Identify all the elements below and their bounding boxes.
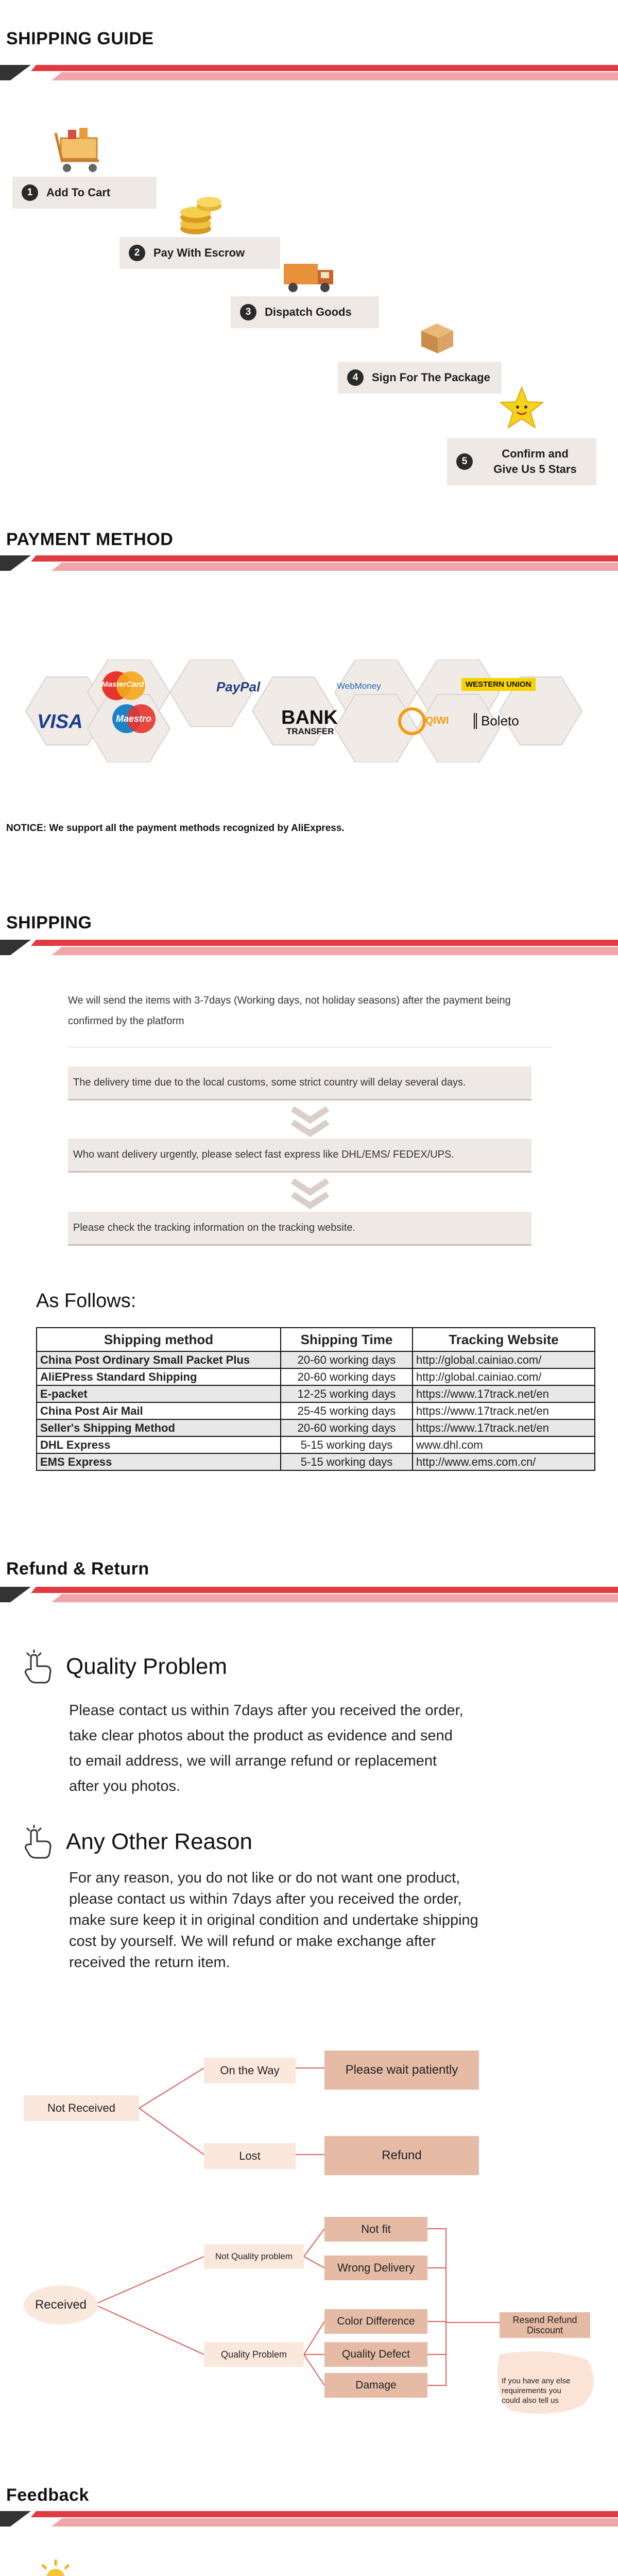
feedback-header	[0, 2485, 618, 2552]
flow-result-refund: Refund	[324, 2136, 479, 2175]
shipping-intro: We will send the items with 3-7days (Working days, not holiday seasons) after the payment being confirmed by the platform	[68, 995, 511, 1027]
guide-step-5	[447, 438, 596, 485]
flow-node-lost: Lost	[204, 2143, 296, 2169]
table-cell: https://www.17track.net/en	[413, 1385, 595, 1402]
other-reason-text	[69, 1868, 584, 1973]
package-icon	[416, 319, 457, 357]
step-number: 5	[456, 453, 473, 470]
bubble-line: could also tell us	[502, 2396, 559, 2405]
step-label	[481, 446, 589, 477]
bubble-line: If you have any else	[502, 2377, 571, 2385]
shipping-note-tracking: Please check the tracking information on the tracking website.	[68, 1212, 531, 1246]
column-header: Shipping method	[37, 1328, 281, 1351]
section-title: Refund & Return	[6, 1559, 149, 1579]
western-union-logo: WESTERN UNION	[461, 678, 536, 691]
table-cell: DHL Express	[37, 1436, 281, 1453]
shipping-note-customs: The delivery time due to the local customs, some strict country will delay several days.	[68, 1066, 531, 1100]
quality-problem-text	[69, 1698, 579, 1799]
paypal-logo: PayPal	[216, 679, 261, 694]
chevron-down-icon	[289, 1178, 331, 1211]
step-label: Sign For The Package	[372, 371, 490, 384]
shipping-note-urgent: Who want delivery urgently, please select fast express like DHL/EMS/ FEDEX/UPS.	[68, 1139, 531, 1173]
bank-logo: BANK	[281, 707, 338, 728]
flow-node-on-the-way: On the Way	[204, 2058, 296, 2083]
table-cell: China Post Air Mail	[37, 1402, 281, 1419]
payment-notice	[6, 823, 345, 834]
flow-node-received: Received	[24, 2285, 98, 2325]
text-line: For any reason, you do not like or do not want one product,	[69, 1870, 460, 1886]
flow-node-quality-problem: Quality Problem	[204, 2342, 304, 2367]
table-cell: 5-15 working days	[281, 1436, 413, 1453]
text-line: Please contact us within 7days after you received the order,	[69, 1702, 464, 1719]
table-header-row	[37, 1328, 595, 1351]
smiling-star-icon	[499, 385, 545, 432]
table-cell: 20-60 working days	[281, 1351, 413, 1368]
table-cell: Seller's Shipping Method	[37, 1419, 281, 1436]
shipping-guide-header	[0, 29, 618, 96]
boleto-logo: Boleto	[474, 713, 519, 729]
mastercard-logo: MasterCard	[101, 680, 144, 689]
flow-result-color-difference: Color Difference	[324, 2309, 427, 2334]
table-cell: AliEPress Standard Shipping	[37, 1368, 281, 1385]
header-stripes	[0, 1587, 618, 1602]
flow-result-damage: Damage	[324, 2373, 427, 2398]
column-header: Tracking Website	[413, 1328, 595, 1351]
sun-icon	[36, 2558, 75, 2576]
table-row	[37, 1402, 595, 1419]
outcome-line: Discount	[526, 2325, 563, 2335]
quality-problem-title: Quality Problem	[66, 1654, 228, 1679]
qiwi-icon	[397, 706, 427, 737]
pointing-hand-icon	[21, 1649, 58, 1686]
text-line: after you photos.	[69, 1778, 181, 1794]
other-reason-title: Any Other Reason	[66, 1829, 252, 1854]
shipping-header	[0, 913, 618, 980]
step-label: Dispatch Goods	[265, 306, 352, 318]
coins-icon	[175, 191, 227, 240]
flow-outcome-resend-refund-discount	[500, 2312, 590, 2338]
header-stripes	[0, 65, 618, 80]
step-label-line-2: Give Us 5 Stars	[493, 463, 577, 476]
table-row	[37, 1453, 595, 1470]
table-cell: 20-60 working days	[281, 1368, 413, 1385]
table-cell: 12-25 working days	[281, 1385, 413, 1402]
flow-result-wrong-delivery: Wrong Delivery	[324, 2256, 427, 2280]
payment-method-header	[0, 530, 618, 597]
step-number: 4	[347, 369, 364, 386]
flow-result-quality-defect: Quality Defect	[324, 2342, 427, 2367]
table-cell: http://global.cainiao.com/	[413, 1368, 595, 1385]
section-title: SHIPPING	[6, 913, 92, 933]
visa-logo: VISA	[37, 711, 83, 733]
text-line: to email address, we will arrange refund or replacement	[69, 1753, 437, 1769]
speech-bubble-text	[502, 2376, 579, 2405]
text-line: make sure keep it in original condition and undertake shipping	[69, 1912, 478, 1928]
text-line: please contact us within 7days after you received the order,	[69, 1891, 462, 1907]
table-cell: EMS Express	[37, 1453, 281, 1470]
webmoney-logo: WebMoney	[337, 681, 381, 691]
shipping-table	[36, 1327, 595, 1471]
flow-result-wait: Please wait patiently	[324, 2050, 479, 2090]
table-cell: China Post Ordinary Small Packet Plus	[37, 1351, 281, 1368]
table-cell: https://www.17track.net/en	[413, 1419, 595, 1436]
section-title: Feedback	[6, 2485, 89, 2505]
step-number: 1	[22, 184, 38, 201]
guide-step-2	[119, 237, 280, 269]
guide-step-4	[338, 362, 502, 394]
text-line: cost by yourself. We will refund or make exchange after	[69, 1933, 436, 1950]
step-number: 2	[129, 245, 145, 261]
chevron-down-icon	[289, 1106, 331, 1139]
header-stripes	[0, 555, 618, 571]
table-row	[37, 1419, 595, 1436]
table-cell: www.dhl.com	[413, 1436, 595, 1453]
flow-node-not-quality-problem: Not Quality problem	[204, 2244, 304, 2269]
table-cell: https://www.17track.net/en	[413, 1402, 595, 1419]
table-row	[37, 1351, 595, 1368]
flow-result-not-fit: Not fit	[324, 2217, 427, 2242]
header-stripes	[0, 2511, 618, 2527]
refund-header	[0, 1559, 618, 1626]
table-row	[37, 1368, 595, 1385]
step-label: Add To Cart	[46, 186, 111, 199]
bank-transfer-logo: TRANSFER	[286, 726, 334, 736]
flow-node-not-received: Not Received	[24, 2095, 139, 2121]
table-row	[37, 1385, 595, 1402]
text-line: received the return item.	[69, 1954, 230, 1971]
step-label: Pay With Escrow	[153, 246, 245, 259]
table-cell: http://global.cainiao.com/	[413, 1351, 595, 1368]
notice-text: NOTICE: We support all the payment methods recognized by AliExpress.	[6, 823, 345, 834]
section-title: PAYMENT METHOD	[6, 530, 174, 549]
step-label-line-1: Confirm and	[502, 447, 569, 460]
shopping-cart-icon	[52, 124, 108, 175]
outcome-line: Resend Refund	[512, 2315, 577, 2325]
column-header: Shipping Time	[281, 1328, 413, 1351]
bubble-line: requirements you	[502, 2386, 561, 2395]
truck-icon	[281, 261, 337, 297]
guide-step-1	[12, 177, 157, 209]
table-cell: 20-60 working days	[281, 1419, 413, 1436]
table-cell: 25-45 working days	[281, 1402, 413, 1419]
table-cell: 5-15 working days	[281, 1453, 413, 1470]
section-title: SHIPPING GUIDE	[6, 29, 154, 48]
maestro-logo: Maestro	[116, 714, 152, 724]
pointing-hand-icon	[21, 1824, 58, 1861]
guide-step-3	[231, 296, 379, 328]
table-cell: http://www.ems.com.cn/	[413, 1453, 595, 1470]
table-row	[37, 1436, 595, 1453]
qiwi-logo: QIWI	[425, 715, 449, 726]
text-line: take clear photos about the product as evidence and send	[69, 1727, 453, 1744]
table-cell: E-packet	[37, 1385, 281, 1402]
header-stripes	[0, 940, 618, 955]
as-follows-heading: As Follows:	[36, 1290, 136, 1312]
step-number: 3	[240, 304, 256, 320]
